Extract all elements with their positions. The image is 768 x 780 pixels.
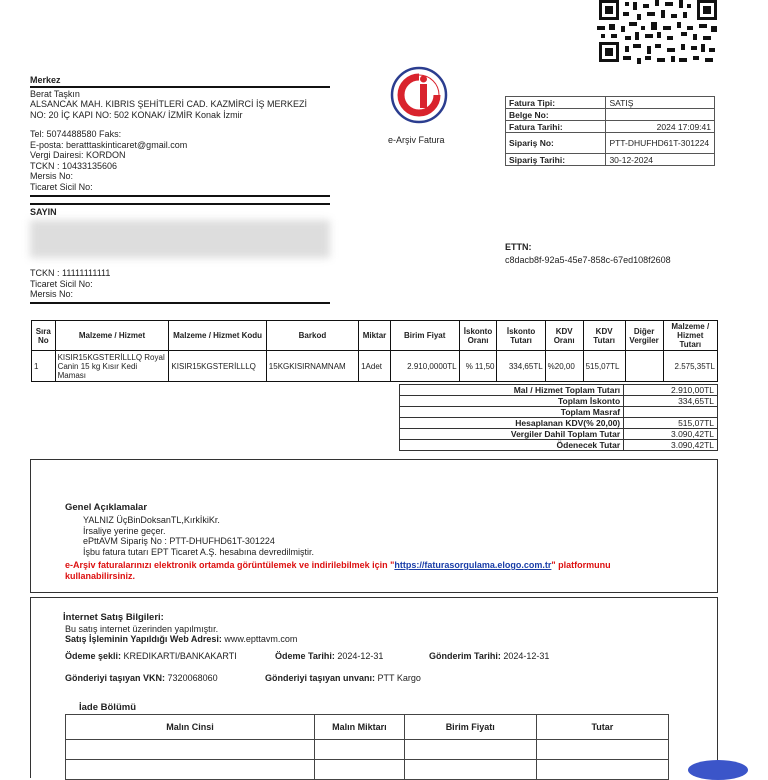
seller-tax-office: Vergi Dairesi: KORDON [30,150,126,160]
col-header: İskonto Tutarı [497,321,545,351]
totals-row [400,429,718,440]
info-key: Sipariş Tarihi: [506,154,606,166]
payment-method-value: KREDIKARTI/BANKAKARTI [123,651,237,661]
totals-row [400,407,718,418]
cell: 1Adet [359,351,391,382]
earsiv-link[interactable]: https://faturasorgulama.elogo.com.tr [394,560,552,570]
total-label: Toplam Masraf [400,407,624,418]
returns-table [65,714,669,780]
note-line: ePttAVM Sipariş No : PTT-DHUFHD61T-301224 [83,536,275,546]
total-label: Ödenecek Tutar [400,440,624,451]
total-label: Mal / Hizmet Toplam Tutarı [400,385,624,396]
seller-phone: Tel: 5074488580 Faks: [30,129,122,139]
payment-method-label: Ödeme şekli: [65,651,122,661]
qr-code [597,0,719,64]
cell: 334,65TL [497,351,545,382]
carrier-name-value: PTT Kargo [377,673,421,683]
info-value: PTT-DHUFHD61T-301224 [606,133,715,154]
table-row [66,760,669,780]
logo-caption: e-Arşiv Fatura [388,135,445,145]
info-row [506,121,715,133]
ship-date-value: 2024-12-31 [503,651,550,661]
ettn-value: c8dacb8f-92a5-45e7-858c-67ed108f2608 [505,255,671,265]
totals-row [400,385,718,396]
ettn-label: ETTN: [505,242,532,252]
note-line: İşbu fatura tutarı EPT Ticaret A.Ş. hesabına devredilmiştir. [83,546,314,557]
col-header: Miktar [359,321,391,351]
totals-row [400,396,718,407]
payment-date-value: 2024-12-31 [337,651,384,661]
col-header: İskonto Oranı [459,321,497,351]
info-row [506,109,715,121]
returns-heading: İade Bölümü [79,702,137,713]
cell: 15KGKISIRNAMNAM [266,351,358,382]
gib-seal-logo [390,66,448,124]
info-row [506,154,715,166]
seller-address-2: NO: 20 İÇ KAPI NO: 502 KONAK/ İZMİR Konak İzmir [30,109,243,120]
seller-mersis: Mersis No: [30,171,74,181]
info-value [606,109,715,121]
carrier-vkn-label: Gönderiyi taşıyan VKN: [65,673,166,683]
internet-sales-desc: Bu satış internet üzerinden yapılmıştır. [65,624,219,634]
carrier-vkn-row [65,673,218,684]
seller-email: E-posta: beratttaskintic​aret@gmail.com [30,139,188,150]
total-value: 3.090,42TL [624,440,718,451]
total-value: 334,65TL [624,396,718,407]
earsiv-notice [65,560,611,571]
internet-sales-box [30,597,718,778]
carrier-name-row [265,673,421,684]
info-value: SATIŞ [606,97,715,109]
buyer-mersis: Mersis No: [30,289,74,299]
table-row [66,740,669,760]
cell: 515,07TL [583,351,625,382]
notes-heading: Genel Açıklamalar [65,502,148,513]
payment-date-label: Ödeme Tarihi: [275,651,335,661]
info-key: Fatura Tarihi: [506,121,606,133]
items-header-row [32,321,718,351]
total-value: 2.910,00TL [624,385,718,396]
note-line: İrsaliye yerine geçer. [83,525,166,536]
seller-name: Berat Taşkın [30,88,80,99]
col-header: Tutar [536,715,668,740]
cell: KISIR15KGSTERİLLLQ [169,351,266,382]
table-row [32,351,718,382]
col-header: Malzeme / Hizmet [55,321,169,351]
internet-sales-heading: İnternet Satış Bilgileri: [63,612,164,623]
cell: 2.910,0000TL [390,351,459,382]
notes-lines [83,515,314,557]
totals-row [400,418,718,429]
col-header: Malın Miktarı [315,715,404,740]
corner-decoration [688,760,748,780]
ship-date-row [429,651,549,662]
col-header: Malın Cinsi [66,715,315,740]
earsiv-notice-2: kullanabilirsiniz. [65,571,136,581]
seller-address-1: ALSANCAK MAH. KIBRIS ŞEHİTLERİ CAD. KAZMİRCİ İŞ MERKEZİ [30,99,308,109]
cell: % 11,50 [459,351,497,382]
returns-header-row [66,715,669,740]
seller-block [30,75,307,192]
col-header: KDV Tutarı [583,321,625,351]
info-key: Fatura Tipi: [506,97,606,109]
total-label: Vergiler Dahil Toplam Tutar [400,429,624,440]
seller-heading: Merkez [30,75,61,85]
website-value: www.epttavm.com [224,634,298,644]
col-header: Malzeme / Hizmet Tutarı [663,321,717,351]
info-row [506,133,715,154]
col-header: Diğer Vergiler [625,321,663,351]
payment-method-row [65,651,237,662]
notes-box [30,459,718,593]
cell: 2.575,35TL [663,351,717,382]
cell: KISIR15KGSTERİLLLQ Royal Canin 15 kg Kısır Kedi Maması [55,351,169,382]
earsiv-text-post: " platformunu [551,560,611,570]
totals-row [400,440,718,451]
carrier-vkn-value: 7320068060 [167,673,218,683]
cell: %20,00 [545,351,583,382]
buyer-heading: SAYIN [30,207,57,217]
buyer-trade-reg: Ticaret Sicil No: [30,278,93,289]
total-label: Toplam İskonto [400,396,624,407]
total-value: 3.090,42TL [624,429,718,440]
seller-trade-reg: Ticaret Sicil No: [30,181,93,192]
items-table [31,320,718,382]
carrier-name-label: Gönderiyi taşıyan unvanı: [265,673,376,683]
redacted-buyer-name [30,220,330,258]
col-header: KDV Oranı [545,321,583,351]
earsiv-text: e-Arşiv faturalarınızı elektronik ortamda görüntülemek ve indirilebilmek için " [65,560,395,570]
ship-date-label: Gönderim Tarihi: [429,651,501,661]
seller-tckn: TCKN : 10433135606 [30,160,118,171]
col-header: Barkod [266,321,358,351]
cell [625,351,663,382]
total-value: 515,07TL [624,418,718,429]
info-key: Belge No: [506,109,606,121]
buyer-tckn: TCKN : 11111111111 [30,268,111,278]
website-label: Satış İşleminin Yapıldığı Web Adresi: [65,634,222,644]
total-value [624,407,718,418]
col-header: Birim Fiyatı [404,715,536,740]
col-header: Birim Fiyat [390,321,459,351]
total-label: Hesaplanan KDV(% 20,00) [400,418,624,429]
cell: 1 [32,351,56,382]
col-header: Malzeme / Hizmet Kodu [169,321,266,351]
totals-table [399,384,718,451]
info-value: 2024 17:09:41 [606,121,715,133]
payment-date-row [275,651,383,662]
info-key: Sipariş No: [506,133,606,154]
invoice-info-table [505,96,715,166]
buyer-block [30,268,110,300]
info-row [506,97,715,109]
info-value: 30-12-2024 [606,154,715,166]
note-line: YALNIZ ÜçBinDoksanTL,KırkİkiKr. [83,515,220,525]
website-row [65,634,297,645]
col-header: Sıra No [32,321,56,351]
